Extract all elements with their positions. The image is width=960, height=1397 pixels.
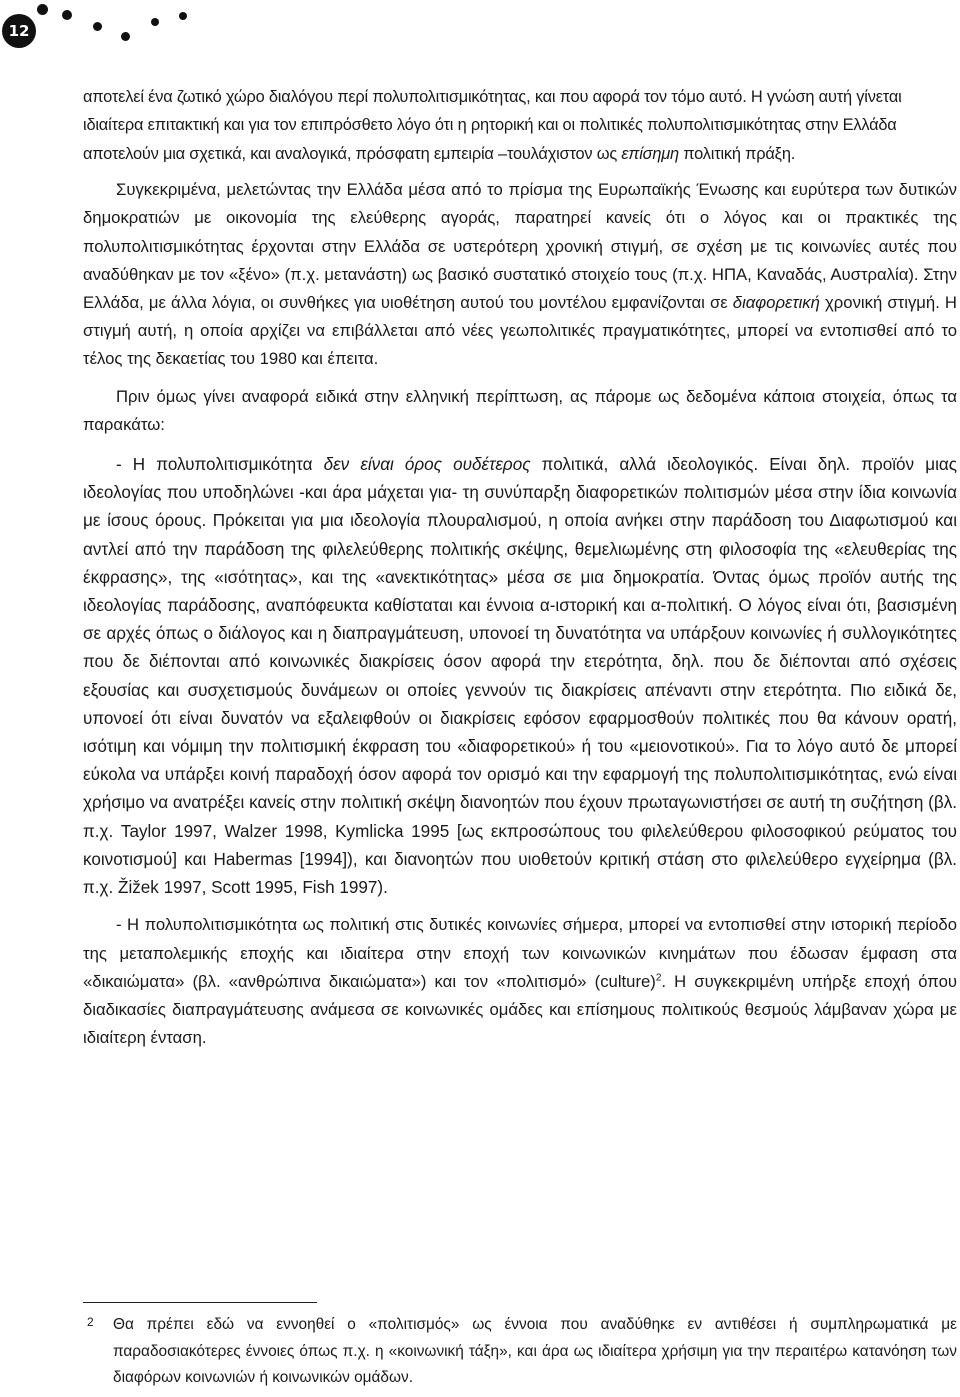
page-number-badge: 12: [2, 14, 36, 48]
page-header: [0, 0, 260, 60]
footnote-text: Θα πρέπει εδώ να εννοηθεί ο «πολιτισμός» ως έννοια που αναδύθηκε εν αντιθέσει ή συμπληρωματικά με παραδοσιακότερες έννοιες όπως π.χ. η «κοινωνική τάξη», και άρα ως ιδιαίτερα χρήσιμη για την περαιτέρω κατανόηση των διαφόρων κοινωνιών ή κοινωνικών ομάδων.: [113, 1316, 957, 1387]
paragraph: [83, 911, 957, 1052]
text-run: Συγκεκριμένα, μελετώντας την Ελλάδα μέσα από το πρίσμα της Ευρωπαϊκής Ένωσης και ευρύτερα των δυτικών δημοκρατιών με οικονομία της ελεύθερης αγοράς, παρατηρεί κανείς ότι ο λόγος και οι πρακτικές της πολυπολιτισμικότητας έρχονται στην Ελλάδα σε υστερότερη χρονική στιγμή, σε σχέση με τις κοινωνίες αυτές που αναδύθηκαν με τον «ξένο» (π.χ. μετανάστη) ως βασικό συστατικό στοιχείο τους (π.χ. ΗΠΑ, Καναδάς, Αυστραλία). Στην Ελλάδα, με άλλα λόγια, οι συνθήκες για υιοθέτηση αυτού του μοντέλου εμφανίζονται σε: [83, 180, 957, 313]
decorative-dot: [151, 18, 159, 26]
main-text: [83, 83, 957, 1061]
decorative-dot: [62, 10, 72, 20]
text-run: Πριν όμως γίνει αναφορά ειδικά στην ελληνική περίπτωση, ας πάρομε ως δεδομένα κάποια στοιχεία, όπως τα παρακάτω:: [83, 386, 957, 434]
text-run: χρονική στιγμή. Η στιγμή αυτή, η οποία αρχίζει να επιβάλλεται από νέες γεωπολιτικές πραγματικότητες, μπορεί να εντοπισθεί από το τέλος της δεκαετίας του 1980 και έπειτα.: [83, 293, 957, 369]
text-run: πολιτική πράξη.: [678, 144, 796, 163]
footnote-number: 2: [87, 1315, 94, 1329]
text-run: αποτελεί ένα ζωτικό χώρο διαλόγου περί πολυπολιτισμικότητας, και που αφορά τον τόμο αυτό. Η γνώση αυτή γίνεται ιδιαίτερα επιτακτική και για τον επιπρόσθετο λόγο ότι η ρητορική και οι πολιτικές πολυπολιτισμικότητας στην Ελλάδα αποτελούν μια σχετικά, και αναλογικά, πρόσφατη εμπειρία –τουλάχιστον ως: [83, 88, 902, 163]
text-run: πολιτικά, αλλά ιδεολογικός. Είναι δηλ. προϊόν μιας ιδεολογίας που υποδηλώνει -και άρα μάχεται για- τη συνύπαρξη διαφορετικών πολιτισμών μέσα στην ίδια κοινωνία με ίσους όρους. Πρόκειται για μια ιδεολογία πλουραλισμού, η οποία ανήκει στην παράδοση του Διαφωτισμού και αντλεί από την παράδοση της φιλελεύθερης πολιτικής σκέψης, θεμελιωμένης στη φιλοσοφία της «ελευθερίας της έκφρασης», της «ισότητας», και της «ανεκτικότητας» μέσα σε μια δημοκρατία. Όντας όμως προϊόν αυτής της ιδεολογίας παράδοσης, αναπόφευκτα καθίσταται και έννοια α-ιστορική και α-πολιτική. Ο λόγος είναι ότι, βασισμένη σε αρχές όπως ο διάλογος και η διαπραγμάτευση, υπονοεί τη δυνατότητα να υπάρξουν κοινωνίες ή συλλογικότητες που δε διέπονται από κοινωνικές διακρίσεις όσον αφορά την ετερότητα, δηλ. που δε διέπονται από σχέσεις εξουσίας και συσχετισμούς δυνάμεων οι οποίες γεννούν τις διακρίσεις απέναντι στην ετερότητα. Πιο ειδικά δε, υπονοεί ότι είναι δυνατόν να εξαλειφθούν οι διακρίσεις εφόσον εφαρμοσθούν πολιτικές που θα κάνουν ορατή, ισότιμη και νόμιμη την πολιτισμική έκφραση του «διαφορετικού» ή του «μειονοτικού». Για το λόγο αυτό δε μπορεί εύκολα να υπάρξει κοινή παραδοχή όσον αφορά τον ορισμό και την εφαρμογή της πολυπολιτισμικότητας, ενώ είναι χρήσιμο να ανατρέξει κανείς στην πολιτική σκέψη διανοητών που έχουν πρωταγωνιστήσει σε αυτή τη συζήτηση (βλ. π.χ. Taylor 1997, Walzer 1998, Kymlicka 1995 [ως εκπροσώπους του φιλελεύθερου φιλοσοφικού ρεύματος του κοινοτισμού] και Habermas [1994]), και διανοητών που υιοθετούν κριτική στάση στο φιλελεύθερο εγχείρημα (βλ. π.χ. Žižek 1997, Scott 1995, Fish 1997).: [83, 455, 957, 898]
footnote-ref: 2: [655, 972, 662, 984]
paragraph: [83, 176, 957, 373]
italic-text: δεν είναι όρος ουδέτερος: [323, 455, 531, 475]
text-run: . Η συγκεκριμένη υπήρξε εποχή όπου διαδικασίες διαπραγμάτευσης ανάμεσα σε κοινωνικές ομάδες και επίσημους πολιτικούς θεσμούς λάμβαναν χώρα με ιδιαίτερη ένταση.: [83, 971, 957, 1048]
footnote: [83, 1312, 957, 1392]
decorative-dot: [179, 12, 187, 20]
decorative-dot: [93, 22, 102, 31]
footnote-divider: [83, 1302, 317, 1303]
text-run: - Η πολυπολιτισμικότητα ως πολιτική στις δυτικές κοινωνίες σήμερα, μπορεί να εντοπισθεί στην ιστορική περίοδο της μεταπολεμικής εποχής και ιδιαίτερα στην εποχή των κοινωνικών κινημάτων που έδωσαν έμφαση στα «δικαιώματα» (βλ. «ανθρώπινα δικαιώματα») και τον «πολιτισμό» (culture): [83, 915, 957, 991]
italic-text: επίσημη: [621, 144, 679, 163]
decorative-dot: [121, 32, 130, 41]
paragraph: [83, 451, 957, 902]
paragraph: [83, 383, 957, 439]
paragraph: [83, 83, 957, 168]
italic-text: διαφορετική: [732, 293, 820, 313]
decorative-dot: [37, 4, 48, 15]
text-run: - Η πολυπολιτισμικότητα: [116, 455, 324, 475]
